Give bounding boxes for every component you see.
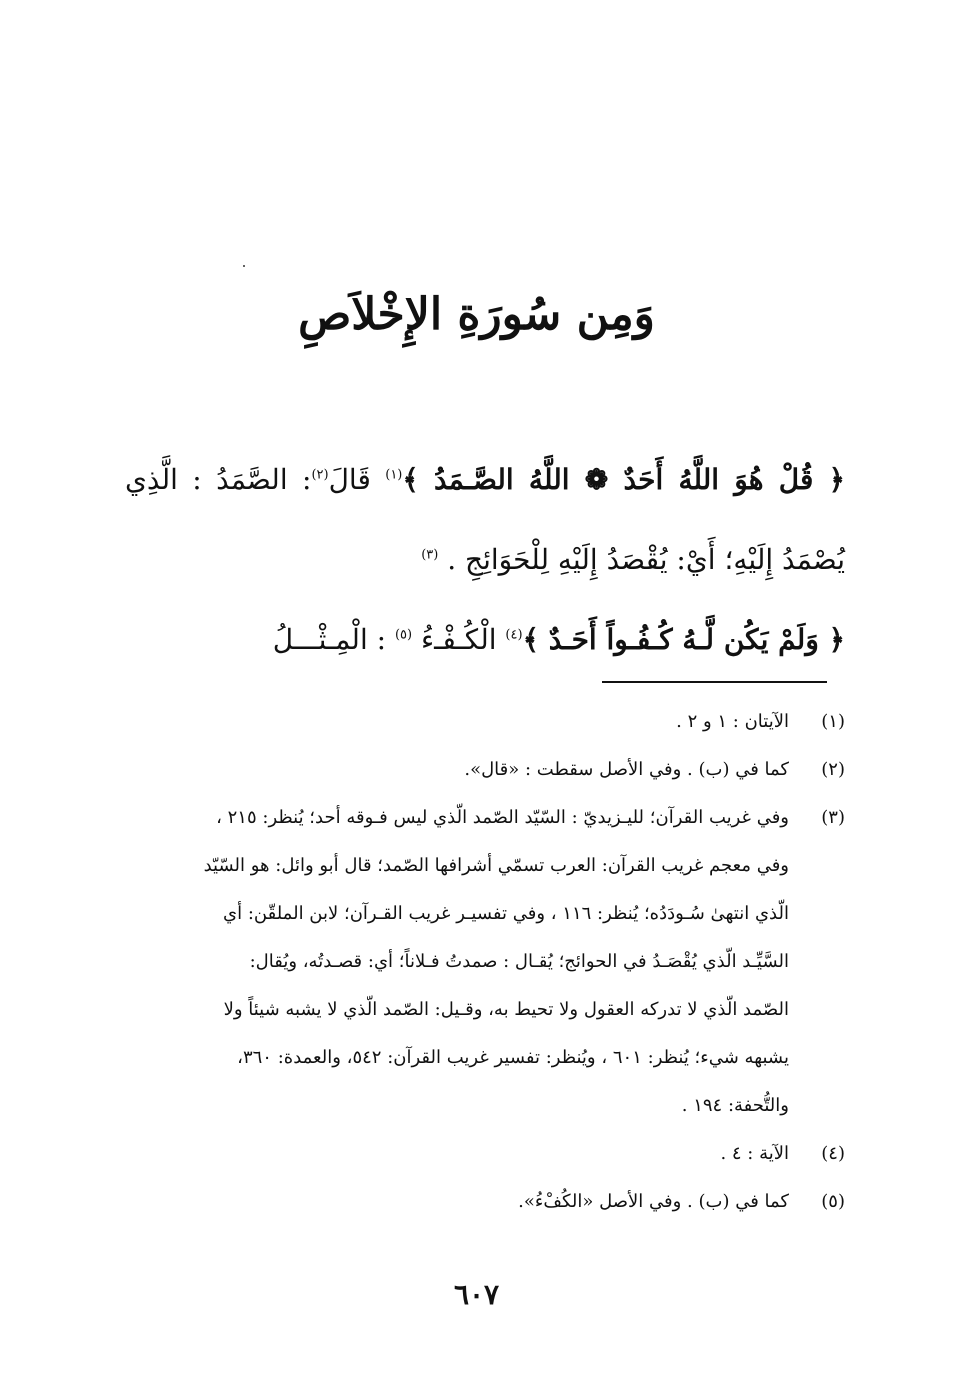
main-paragraph-1: [125, 440, 845, 600]
footnote-number: (٢): [821, 759, 845, 780]
footnote-ref-5: (٥): [394, 627, 413, 643]
footnote-line: السَّيِّـد الّذي يُقْصَـدُ في الحوائج؛ يُقـال : صمدتُ فـلاناً؛ أي: قصـدتُه، ويُقال:: [249, 951, 789, 972]
page-number: ٦٠٧: [453, 1278, 500, 1311]
commentary-text: الْكُـفْـءُ: [412, 623, 506, 656]
footnote-separator: [602, 681, 827, 683]
commentary-text: : الصَّمَدُ : الَّذِي يُصْمَدُ إِلَيْهِ؛ أَيْ: يُقْصَدُ إِلَيْهِ لِلْحَوَائِجِ .: [125, 463, 845, 576]
footnote-line: يشبهه شيء؛ يُنظر: ٦٠١ ، ويُنظر: تفسير غريب القرآن: ٥٤٢، والعمدة: ٣٦٠،: [237, 1047, 789, 1068]
footnote-line: والتُّحفة: ١٩٤ .: [681, 1095, 789, 1116]
footnote: [130, 746, 845, 794]
chapter-title: وَمِن سُورَةِ الإِخْلاَصِ: [298, 289, 655, 340]
print-speck: [243, 265, 245, 267]
footnote: [130, 1130, 845, 1178]
footnote-ref-3: (٣): [421, 547, 439, 563]
main-text: [125, 440, 845, 680]
footnote-line: كما في (ب) . وفي الأصل «الكُفْءُ».: [518, 1191, 789, 1212]
footnote-line: الآيتان : ١ و ٢ .: [676, 711, 789, 732]
footnote-ref-4: (٤): [505, 627, 523, 643]
main-paragraph-2: [125, 600, 845, 680]
footnote: [130, 794, 845, 1130]
footnote-number: (٤): [821, 1143, 845, 1164]
footnote-number: (٥): [821, 1191, 845, 1212]
quran-verse-1: ﴿ قُلْ هُوَ اللَّهُ أَحَدٌ ❁ اللَّهُ الصَّـمَدُ ﴾: [402, 463, 845, 496]
footnote-line: وفي معجم غريب القرآن: العرب تسمّي أشرافها الصّمد؛ قال أبو وائل: هو السّيّد: [203, 855, 789, 876]
footnote: [130, 1178, 845, 1226]
commentary-text: قَالَ: [328, 463, 386, 496]
footnote-line: كما في (ب) . وفي الأصل سقطت : «قال».: [464, 759, 789, 780]
commentary-text: : الْمِـثْـــلُ: [272, 623, 395, 656]
footnote-number: (١): [821, 711, 845, 732]
footnote-line: وفي غريب القرآن؛ لليـزيديّ : السّيّد الصّمد الّذي ليس فـوقه أحد؛ يُنظر: ٢١٥ ،: [216, 807, 789, 828]
footnote-ref-2: (٢): [311, 467, 329, 483]
footnotes: [130, 698, 845, 1226]
footnote-ref-1: (١): [385, 467, 403, 483]
footnote-number: (٣): [821, 807, 845, 828]
footnote-line: الآية : ٤ .: [720, 1143, 789, 1164]
footnote-line: الصّمد الّذي لا تدركه العقول ولا تحيط به، وقـيل: الصّمد الّذي لا يشبه شيئاً ولا: [223, 999, 789, 1020]
footnote: [130, 698, 845, 746]
quran-verse-2: ﴿ وَلَمْ يَكُن لَّـهُ كُـفُـواً أَحَـدٌ ﴾: [522, 623, 845, 656]
footnote-line: الّذي انتهىٰ سُـودَدُه؛ يُنظر: ١١٦ ، وفي تفسيـر غريب القـرآن؛ لابن الملقّن: أي: [223, 903, 789, 924]
